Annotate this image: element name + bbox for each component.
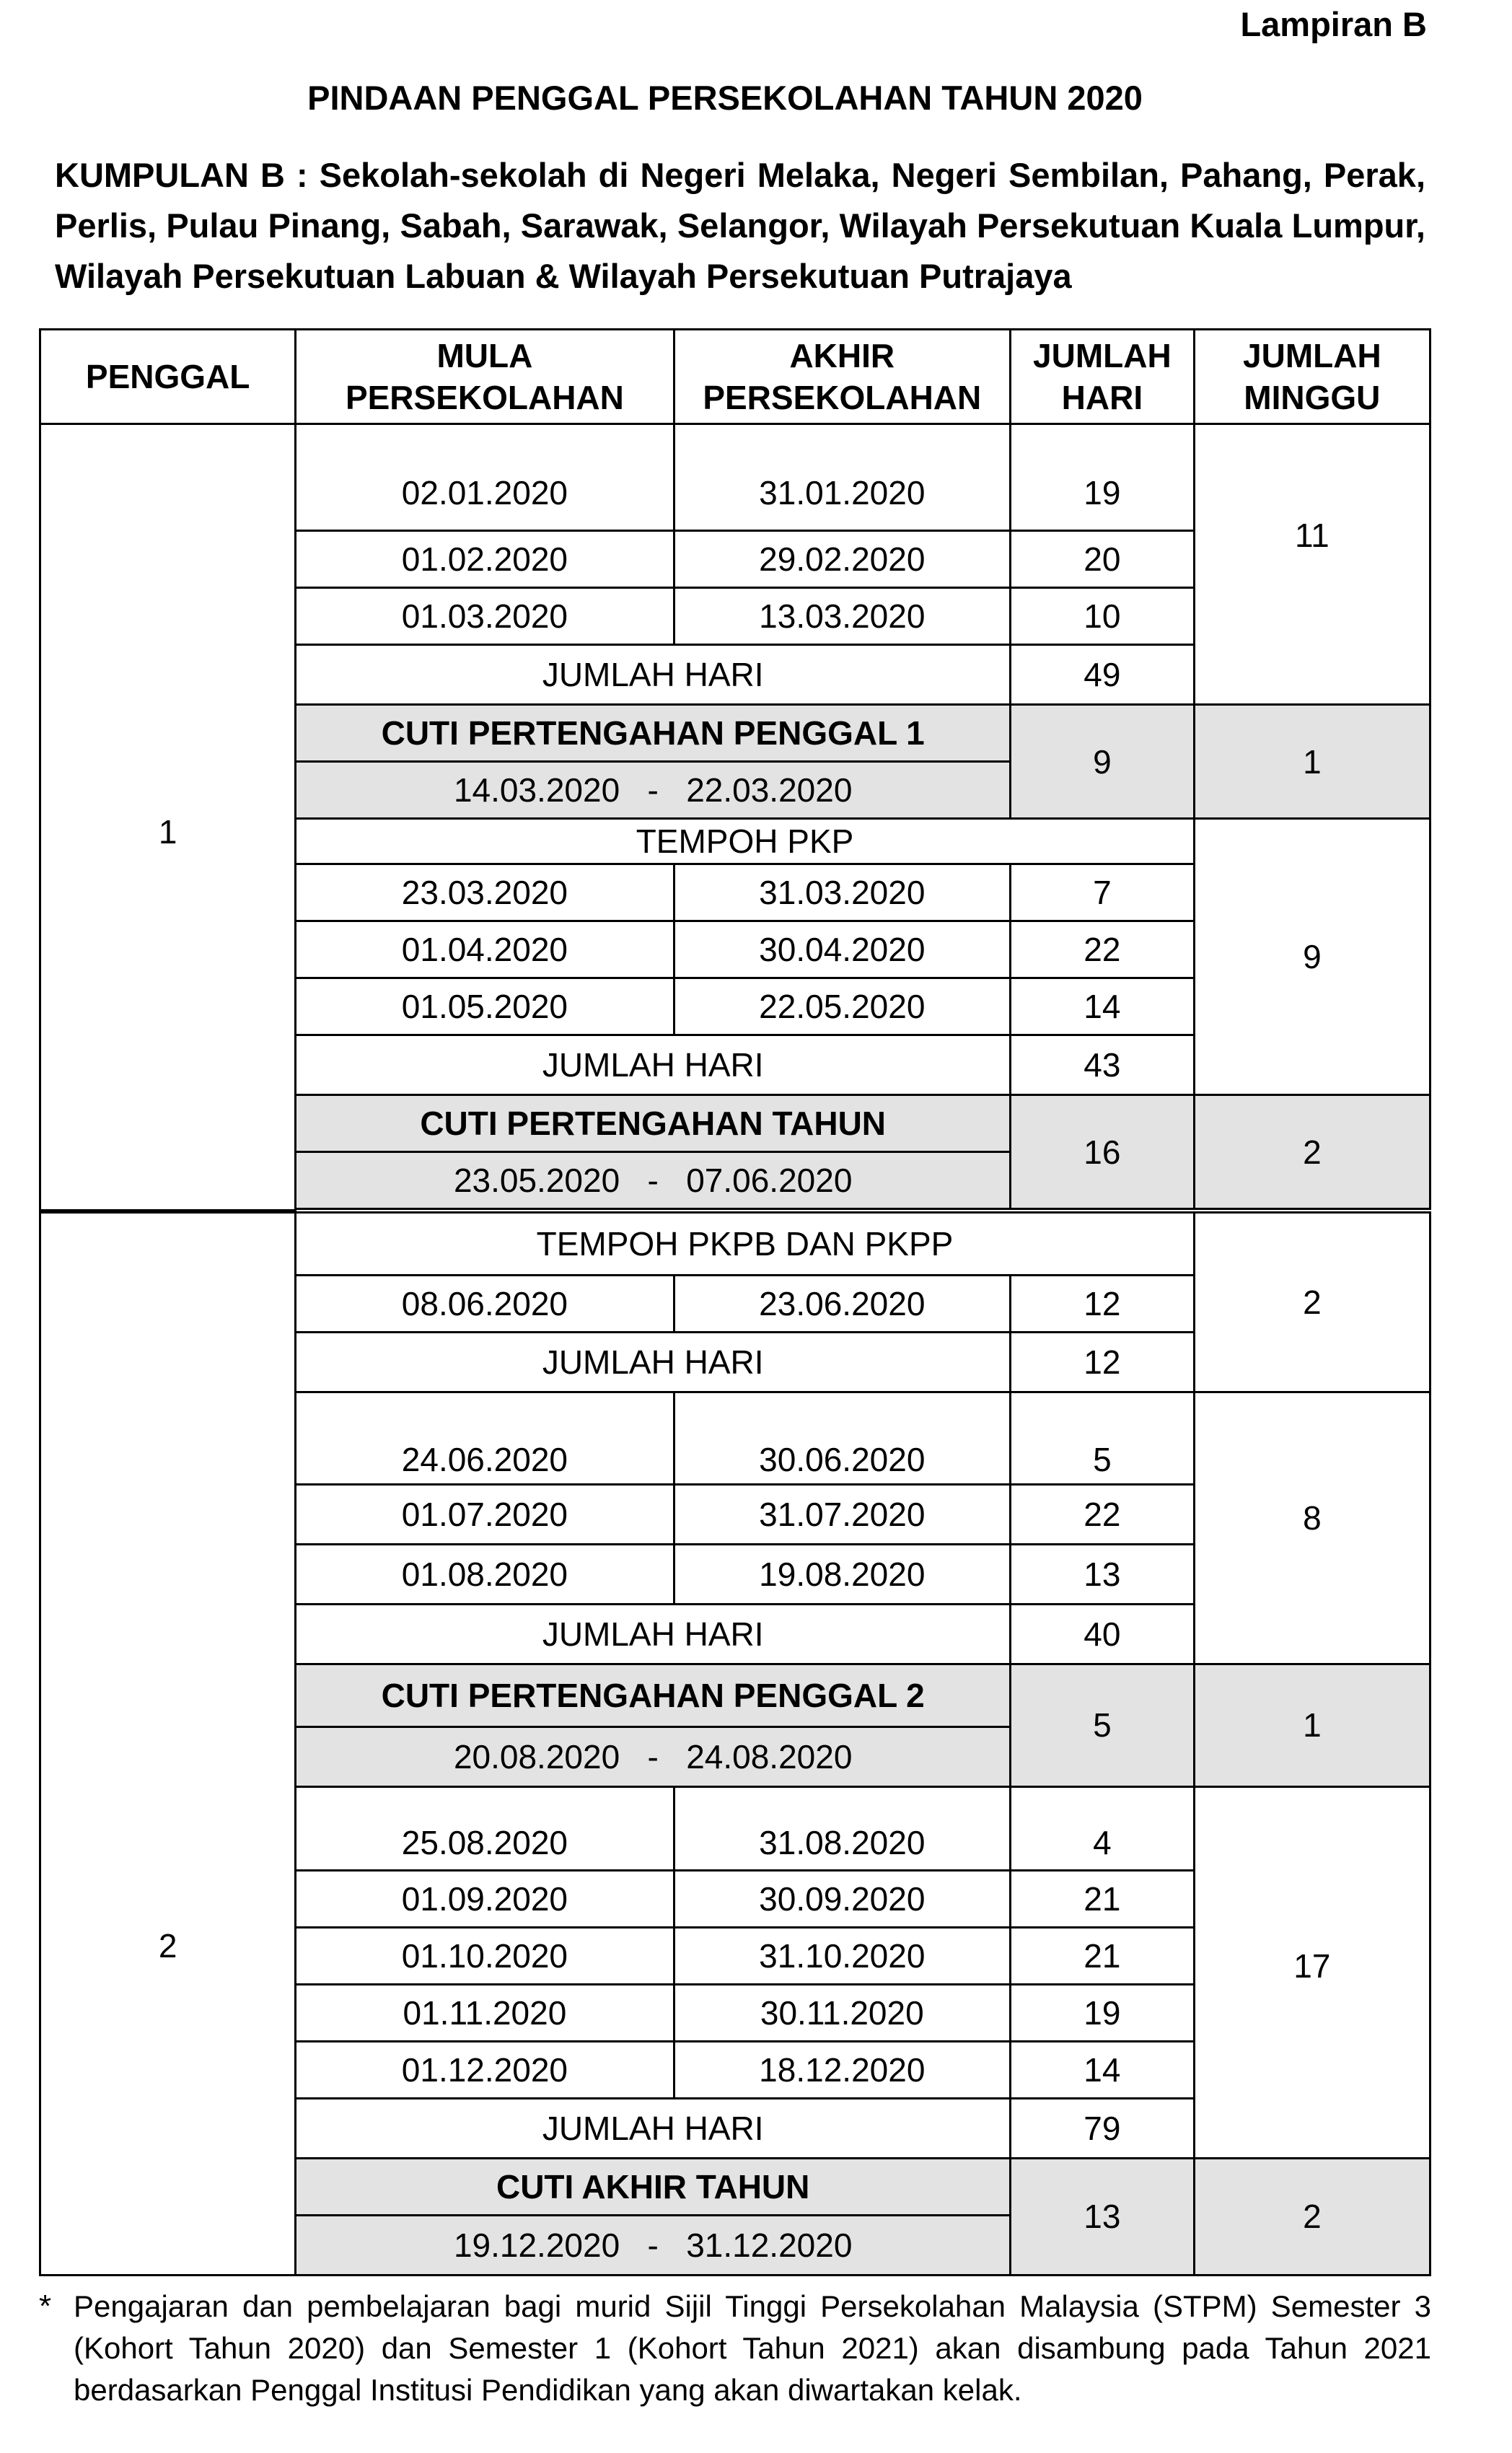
header-mula: MULA PERSEKOLAHAN bbox=[296, 330, 674, 424]
mula-date: 01.02.2020 bbox=[296, 531, 674, 588]
penggal-2-cell: 2 bbox=[40, 1212, 296, 2275]
day-count: 19 bbox=[1011, 1984, 1195, 2041]
day-count: 14 bbox=[1011, 978, 1195, 1035]
holiday-dates bbox=[296, 1152, 1011, 1209]
period-label-pkp: TEMPOH PKP bbox=[296, 819, 1194, 864]
mula-date: 01.03.2020 bbox=[296, 588, 674, 645]
holiday-start: 19.12.2020 bbox=[453, 2226, 620, 2264]
week-count: 17 bbox=[1194, 1786, 1430, 2158]
holiday-weeks: 1 bbox=[1194, 705, 1430, 819]
period-label-row bbox=[40, 1212, 1430, 1275]
holiday-end: 22.03.2020 bbox=[686, 771, 853, 809]
akhir-date: 13.03.2020 bbox=[674, 588, 1011, 645]
subtotal-label: JUMLAH HARI bbox=[296, 1604, 1011, 1664]
holiday-end: 07.06.2020 bbox=[686, 1162, 853, 1199]
mula-date: 01.04.2020 bbox=[296, 921, 674, 978]
akhir-date: 31.03.2020 bbox=[674, 864, 1011, 921]
subtotal-days: 79 bbox=[1011, 2098, 1195, 2158]
penggal-1-cell: 1 bbox=[40, 424, 296, 1211]
akhir-date: 30.09.2020 bbox=[674, 1870, 1011, 1927]
mula-date: 01.07.2020 bbox=[296, 1484, 674, 1544]
akhir-date: 30.11.2020 bbox=[674, 1984, 1011, 2041]
mula-date: 01.08.2020 bbox=[296, 1544, 674, 1604]
header-jumlah-hari: JUMLAH HARI bbox=[1011, 330, 1195, 424]
akhir-date: 31.08.2020 bbox=[674, 1786, 1011, 1870]
subtotal-days: 49 bbox=[1011, 645, 1195, 705]
mula-date: 01.09.2020 bbox=[296, 1870, 674, 1927]
holiday-weeks: 2 bbox=[1194, 2158, 1430, 2275]
date-separator: - bbox=[647, 1162, 659, 1199]
akhir-date: 30.04.2020 bbox=[674, 921, 1011, 978]
header-jumlah-minggu: JUMLAH MINGGU bbox=[1194, 330, 1430, 424]
mula-date: 01.05.2020 bbox=[296, 978, 674, 1035]
date-separator: - bbox=[647, 1737, 659, 1776]
akhir-date: 31.10.2020 bbox=[674, 1927, 1011, 1984]
mula-date: 08.06.2020 bbox=[296, 1275, 674, 1332]
akhir-date: 29.02.2020 bbox=[674, 531, 1011, 588]
akhir-date: 23.06.2020 bbox=[674, 1275, 1011, 1332]
holiday-days: 16 bbox=[1011, 1095, 1195, 1209]
date-separator: - bbox=[647, 2226, 659, 2264]
holiday-weeks: 2 bbox=[1194, 1095, 1430, 1209]
week-count: 11 bbox=[1194, 424, 1430, 705]
holiday-end: 31.12.2020 bbox=[686, 2226, 853, 2264]
mula-date: 01.10.2020 bbox=[296, 1927, 674, 1984]
akhir-date: 18.12.2020 bbox=[674, 2041, 1011, 2098]
school-term-table bbox=[39, 328, 1431, 2276]
day-count: 13 bbox=[1011, 1544, 1195, 1604]
holiday-days: 9 bbox=[1011, 705, 1195, 819]
subtotal-days: 43 bbox=[1011, 1035, 1195, 1095]
subtotal-label: JUMLAH HARI bbox=[296, 1332, 1011, 1392]
footnote-marker: * bbox=[39, 2289, 52, 2324]
week-count: 8 bbox=[1194, 1392, 1430, 1664]
day-count: 20 bbox=[1011, 531, 1195, 588]
subtotal-label: JUMLAH HARI bbox=[296, 645, 1011, 705]
akhir-date: 31.01.2020 bbox=[674, 424, 1011, 531]
subtotal-days: 12 bbox=[1011, 1332, 1195, 1392]
day-count: 5 bbox=[1011, 1392, 1195, 1484]
mula-date: 25.08.2020 bbox=[296, 1786, 674, 1870]
footnote-text: Pengajaran dan pembelajaran bagi murid Sijil Tinggi Persekolahan Malaysia (STPM) Semester 3 (Kohort Tahun 2020) dan Semester 1 (Kohort Tahun 2021) akan disambung pada Tahun 2021 berdasarkan Penggal Institusi Pendidikan yang akan diwartakan kelak. bbox=[74, 2289, 1431, 2407]
mula-date: 02.01.2020 bbox=[296, 424, 674, 531]
header-akhir: AKHIR PERSEKOLAHAN bbox=[674, 330, 1011, 424]
day-count: 4 bbox=[1011, 1786, 1195, 1870]
subtotal-days: 40 bbox=[1011, 1604, 1195, 1664]
period-label-pkpb: TEMPOH PKPB DAN PKPP bbox=[296, 1212, 1194, 1275]
date-separator: - bbox=[647, 771, 659, 809]
akhir-date: 30.06.2020 bbox=[674, 1392, 1011, 1484]
holiday-title: CUTI AKHIR TAHUN bbox=[296, 2158, 1011, 2215]
footnote bbox=[39, 2286, 1431, 2411]
holiday-weeks: 1 bbox=[1194, 1664, 1430, 1786]
day-count: 21 bbox=[1011, 1870, 1195, 1927]
table-row bbox=[40, 424, 1430, 531]
header-penggal: PENGGAL bbox=[40, 330, 296, 424]
holiday-end: 24.08.2020 bbox=[686, 1737, 853, 1776]
day-count: 12 bbox=[1011, 1275, 1195, 1332]
akhir-date: 19.08.2020 bbox=[674, 1544, 1011, 1604]
holiday-start: 20.08.2020 bbox=[453, 1737, 620, 1776]
week-count: 9 bbox=[1194, 819, 1430, 1095]
day-count: 10 bbox=[1011, 588, 1195, 645]
holiday-start: 23.05.2020 bbox=[453, 1162, 620, 1199]
day-count: 14 bbox=[1011, 2041, 1195, 2098]
week-count: 2 bbox=[1194, 1212, 1430, 1392]
holiday-title: CUTI PERTENGAHAN PENGGAL 1 bbox=[296, 705, 1011, 762]
holiday-days: 5 bbox=[1011, 1664, 1195, 1786]
group-description: KUMPULAN B : Sekolah-sekolah di Negeri Melaka, Negeri Sembilan, Pahang, Perak, Perlis, Pulau Pinang, Sabah, Sarawak, Selangor, Wilayah Persekutuan Kuala Lumpur, Wilayah Persekutuan Labuan & Wilayah Persekutuan Putrajaya bbox=[55, 156, 1425, 295]
holiday-title: CUTI PERTENGAHAN PENGGAL 2 bbox=[296, 1664, 1011, 1726]
holiday-dates bbox=[296, 762, 1011, 819]
holiday-title: CUTI PERTENGAHAN TAHUN bbox=[296, 1095, 1011, 1152]
day-count: 7 bbox=[1011, 864, 1195, 921]
day-count: 22 bbox=[1011, 921, 1195, 978]
holiday-dates bbox=[296, 1726, 1011, 1786]
holiday-dates bbox=[296, 2215, 1011, 2275]
table-header-row bbox=[40, 330, 1430, 424]
mula-date: 23.03.2020 bbox=[296, 864, 674, 921]
annex-label: Lampiran B bbox=[1240, 5, 1427, 43]
subtotal-label: JUMLAH HARI bbox=[296, 2098, 1011, 2158]
day-count: 22 bbox=[1011, 1484, 1195, 1544]
mula-date: 01.11.2020 bbox=[296, 1984, 674, 2041]
mula-date: 24.06.2020 bbox=[296, 1392, 674, 1484]
day-count: 21 bbox=[1011, 1927, 1195, 1984]
akhir-date: 22.05.2020 bbox=[674, 978, 1011, 1035]
subtotal-label: JUMLAH HARI bbox=[296, 1035, 1011, 1095]
mula-date: 01.12.2020 bbox=[296, 2041, 674, 2098]
day-count: 19 bbox=[1011, 424, 1195, 531]
akhir-date: 31.07.2020 bbox=[674, 1484, 1011, 1544]
page-title: PINDAAN PENGGAL PERSEKOLAHAN TAHUN 2020 bbox=[307, 79, 1143, 117]
holiday-days: 13 bbox=[1011, 2158, 1195, 2275]
holiday-start: 14.03.2020 bbox=[453, 771, 620, 809]
